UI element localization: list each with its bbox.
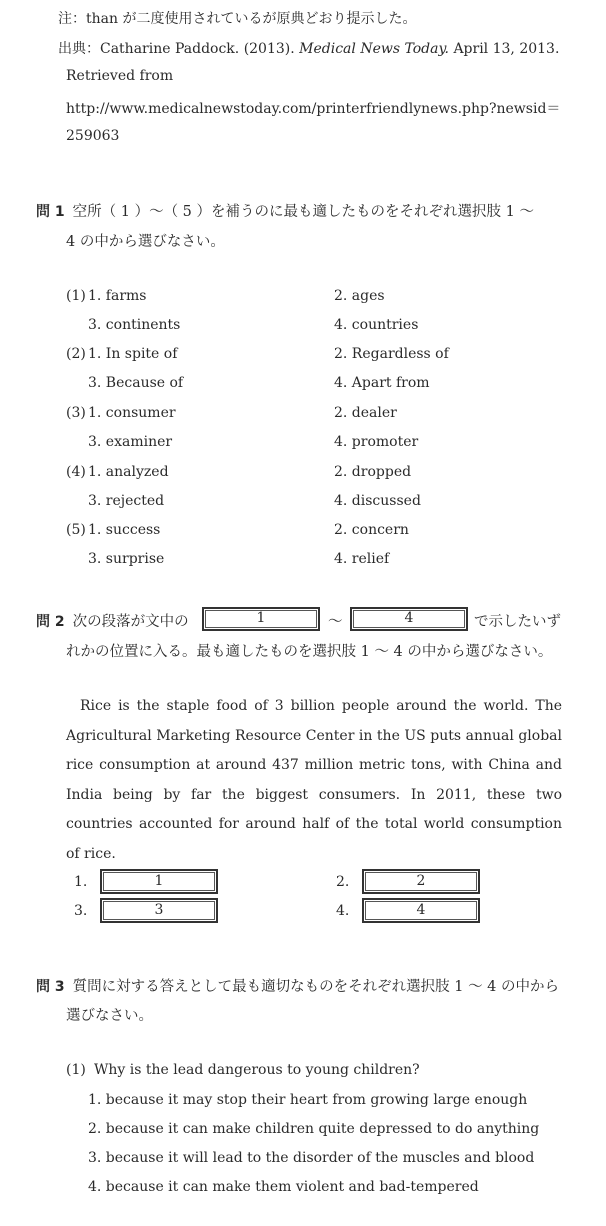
q2-option-4-num: 4.: [336, 903, 350, 919]
q1-item-4-choice-4[interactable]: 4. discussed: [334, 493, 421, 509]
q2-option-1-num: 1.: [74, 874, 88, 890]
q1-item-2-choice-4[interactable]: 4. Apart from: [334, 375, 430, 391]
q3-answer-1[interactable]: 1. because it may stop their heart from growing large enough: [88, 1092, 528, 1108]
q1-item-5-choice-4[interactable]: 4. relief: [334, 551, 390, 567]
q1-item-1-choice-3[interactable]: 3. continents: [88, 317, 181, 333]
q2-option-3-box[interactable]: 3: [100, 898, 218, 923]
q2-option-3-num: 3.: [74, 903, 88, 919]
q1-heading: [36, 200, 534, 221]
q2-option-2-box[interactable]: 2: [362, 869, 480, 894]
q1-item-5-label: (5): [66, 522, 86, 538]
q1-number: 問 1: [36, 204, 65, 220]
q1-item-1-label: (1): [66, 288, 86, 304]
q1-item-4-choice-2[interactable]: 2. dropped: [334, 464, 412, 480]
q2-paragraph: [66, 692, 562, 869]
q2-tilde: 〜: [328, 614, 343, 630]
source-date: April 13, 2013.: [453, 41, 560, 57]
source-label: 出典：: [58, 41, 100, 57]
q1-item-2-choice-1[interactable]: 1. In spite of: [88, 346, 178, 362]
q1-item-1-choice-4[interactable]: 4. countries: [334, 317, 419, 333]
q1-item-2-choice-2[interactable]: 2. Regardless of: [334, 346, 449, 362]
q1-item-5-choice-2[interactable]: 2. concern: [334, 522, 409, 538]
q2-option-1-box[interactable]: 1: [100, 869, 218, 894]
q3-answer-4[interactable]: 4. because it can make them violent and bad-tempered: [88, 1179, 479, 1195]
q1-item-1-choice-2[interactable]: 2. ages: [334, 288, 385, 304]
q3-text-line1: 質問に対する答えとして最も適切なものをそれぞれ選択肢 1 〜 4 の中から: [72, 979, 560, 995]
q1-item-4-label: (4): [66, 464, 86, 480]
q2-option-4-box[interactable]: 4: [362, 898, 480, 923]
q3-heading: [36, 975, 559, 996]
q1-item-2-label: (2): [66, 346, 86, 362]
q1-item-3-choice-2[interactable]: 2. dealer: [334, 405, 397, 421]
q3-sub-label: (1): [66, 1062, 86, 1078]
q3-number: 問 3: [36, 979, 65, 995]
q1-item-3-choice-1[interactable]: 1. consumer: [88, 405, 176, 421]
q2-inline-box-4: 4: [350, 607, 468, 631]
source-url: http://www.medicalnewstoday.com/printerfriendlynews.php?newsid＝: [66, 101, 561, 117]
source-year: (2013).: [243, 41, 295, 57]
q1-item-1-choice-1[interactable]: 1. farms: [88, 288, 147, 304]
q1-text-line1: 空所（ 1 ）〜（ 5 ）を補うのに最も適したものをそれぞれ選択肢 1 〜: [72, 204, 534, 220]
q1-item-2-choice-3[interactable]: 3. Because of: [88, 375, 184, 391]
source-newsid: 259063: [66, 128, 120, 144]
q1-text-line2: 4 の中から選びなさい。: [66, 234, 225, 250]
q2-text-line2: れかの位置に入る。最も適したものを選択肢 1 〜 4 の中から選びなさい。: [66, 644, 553, 660]
source-author: Catharine Paddock.: [100, 41, 240, 57]
q2-paragraph-text: Rice is the staple food of 3 billion people around the world. The Agricultural Marketing Resource Center in the US puts annual global rice consumption at around 437 million metric tons, with China and India being by far the biggest consumers. In 2011, these two countries accounted for around half of the total world consumption of rice.: [66, 698, 562, 862]
q1-item-4-choice-1[interactable]: 1. analyzed: [88, 464, 169, 480]
q3-text-line2: 選びなさい。: [66, 1008, 153, 1024]
source-publication: Medical News Today.: [299, 41, 449, 57]
q1-item-5-choice-1[interactable]: 1. success: [88, 522, 161, 538]
q2-text-post: で示したいず: [474, 614, 561, 630]
q3-answer-2[interactable]: 2. because it can make children quite depressed to do anything: [88, 1121, 540, 1137]
retrieved-from: Retrieved from: [66, 68, 174, 84]
q2-option-2-num: 2.: [336, 874, 350, 890]
q1-item-3-label: (3): [66, 405, 86, 421]
q2-text-pre: 次の段落が文中の: [72, 614, 189, 630]
source-citation: [58, 38, 559, 58]
q1-item-4-choice-3[interactable]: 3. rejected: [88, 493, 165, 509]
note-line: 注：than が二度使用されているが原典どおり提示した。: [58, 11, 417, 27]
q3-answer-3[interactable]: 3. because it will lead to the disorder of the muscles and blood: [88, 1150, 535, 1166]
q1-item-5-choice-3[interactable]: 3. surprise: [88, 551, 165, 567]
q1-item-3-choice-4[interactable]: 4. promoter: [334, 434, 419, 450]
q2-number: 問 2: [36, 614, 65, 630]
q3-sub-question: Why is the lead dangerous to young children?: [94, 1062, 420, 1078]
q2-inline-box-1: 1: [202, 607, 320, 631]
q2-heading: [36, 610, 189, 631]
q1-item-3-choice-3[interactable]: 3. examiner: [88, 434, 173, 450]
